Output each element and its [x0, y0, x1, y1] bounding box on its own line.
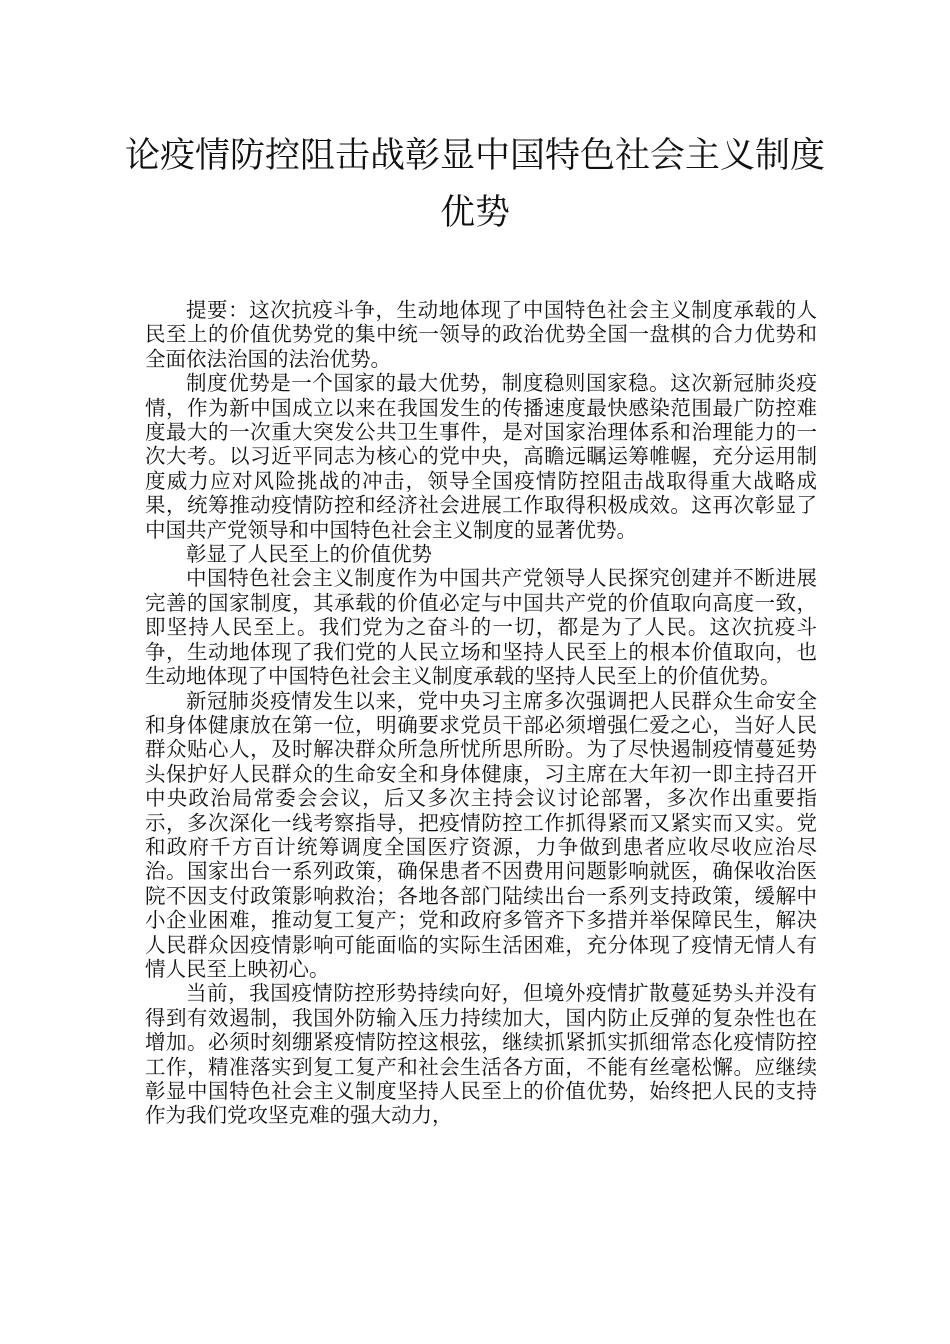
section-heading: 彰显了人民至上的价值优势 [186, 542, 432, 567]
document-title: 论疫情防控阻击战彰显中国特色社会主义制度优势 [124, 136, 825, 233]
document-body [145, 298, 817, 1128]
body-paragraph: 制度优势是一个国家的最大优势，制度稳则国家稳。这次新冠肺炎疫情，作为新中国成立以来在我国发生的传播速度最快感染范围最广防控难度最大的一次重大突发公共卫生事件，是对国家治理体系和治理能力的一次大考。以习近平同志为核心的党中央，高瞻远瞩运筹帷幄，充分运用制度威力应对风险挑战的冲击，领导全国疫情防控阻击战取得重大战略成果，统筹推动疫情防控和经济社会进展工作取得积极成效。这再次彰显了中国共产党领导和中国特色社会主义制度的显著优势。 [145, 371, 817, 542]
body-paragraph: 中国特色社会主义制度作为中国共产党领导人民探究创建并不断进展完善的国家制度，其承载的价值必定与中国共产党的价值取向高度一致，即坚持人民至上。我们党为之奋斗的一切，都是为了人民。这次抗疫斗争，生动地体现了我们党的人民立场和坚持人民至上的根本价值取向，也生动地体现了中国特色社会主义制度承载的坚持人民至上的价值优势。 [145, 566, 817, 689]
body-paragraph: 当前，我国疫情防控形势持续向好，但境外疫情扩散蔓延势头并没有得到有效遏制，我国外防输入压力持续加大，国内防止反弹的复杂性也在增加。必须时刻绷紧疫情防控这根弦，继续抓紧抓实抓细常态化疫情防控工作，精准落实到复工复产和社会生活各方面，不能有丝毫松懈。应继续彰显中国特色社会主义制度坚持人民至上的价值优势，始终把人民的支持作为我们党攻坚克难的强大动力， [145, 981, 817, 1128]
abstract-paragraph: 提要：这次抗疫斗争，生动地体现了中国特色社会主义制度承载的人民至上的价值优势党的集中统一领导的政治优势全国一盘棋的合力优势和全面依法治国的法治优势。 [145, 298, 817, 371]
body-paragraph: 新冠肺炎疫情发生以来，党中央习主席多次强调把人民群众生命安全和身体健康放在第一位，明确要求党员干部必须增强仁爱之心，当好人民群众贴心人，及时解决群众所急所忧所思所盼。为了尽快遏制疫情蔓延势头保护好人民群众的生命安全和身体健康，习主席在大年初一即主持召开中央政治局常委会会议，后又多次主持会议讨论部署，多次作出重要指示，多次深化一线考察指导，把疫情防控工作抓得紧而又紧实而又实。党和政府千方百计统筹调度全国医疗资源，力争做到患者应收尽收应治尽治。国家出台一系列政策，确保患者不因费用问题影响就医，确保收治医院不因支付政策影响救治；各地各部门陆续出台一系列支持政策，缓解中小企业困难，推动复工复产；党和政府多管齐下多措并举保障民生，解决人民群众因疫情影响可能面临的实际生活困难，充分体现了疫情无情人有情人民至上映初心。 [145, 688, 817, 981]
